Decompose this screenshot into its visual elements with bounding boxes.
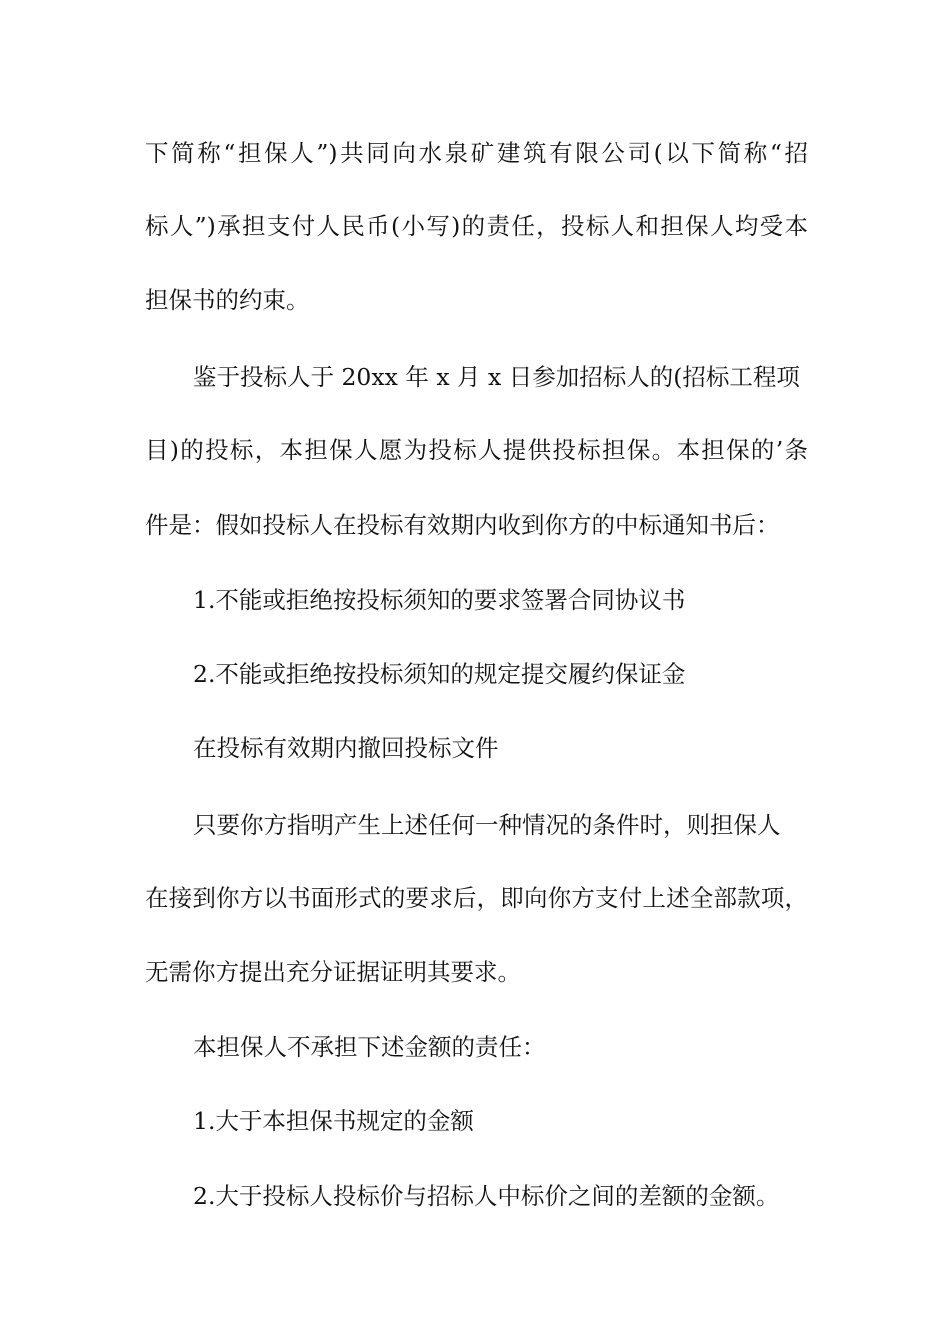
text-line: 件是：假如投标人在投标有效期内收到你方的中标通知书后： bbox=[145, 511, 780, 539]
text-line: 担保书的约束。 bbox=[145, 286, 310, 314]
list-item: 1.不能或拒绝按投标须知的要求签署合同协议书 bbox=[193, 586, 686, 614]
list-item: 2.大于投标人投标价与招标人中标价之间的差额的金额。 bbox=[193, 1182, 780, 1210]
text-line: 下简称“担保人”)共同向水泉矿建筑有限公司(以下简称“招 bbox=[145, 139, 808, 167]
text-line: 目)的投标，本担保人愿为投标人提供投标担保。本担保的’条 bbox=[145, 436, 808, 464]
text-line: 在接到你方以书面形式的要求后，即向你方支付上述全部款项， bbox=[145, 884, 808, 912]
list-item: 1.大于本担保书规定的金额 bbox=[193, 1107, 474, 1135]
text-line: 本担保人不承担下述金额的责任： bbox=[193, 1033, 546, 1061]
text-line: 无需你方提出充分证据证明其要求。 bbox=[145, 958, 521, 986]
text-line: 标人”)承担支付人民币(小写)的责任，投标人和担保人均受本 bbox=[145, 212, 808, 240]
text-line: 鉴于投标人于 20xx 年 x 月 x 日参加招标人的(招标工程项 bbox=[193, 363, 800, 391]
text-line: 在投标有效期内撤回投标文件 bbox=[193, 734, 499, 762]
text-line: 只要你方指明产生上述任何一种情况的条件时，则担保人 bbox=[193, 811, 781, 839]
list-item: 2.不能或拒绝按投标须知的规定提交履约保证金 bbox=[193, 660, 686, 688]
